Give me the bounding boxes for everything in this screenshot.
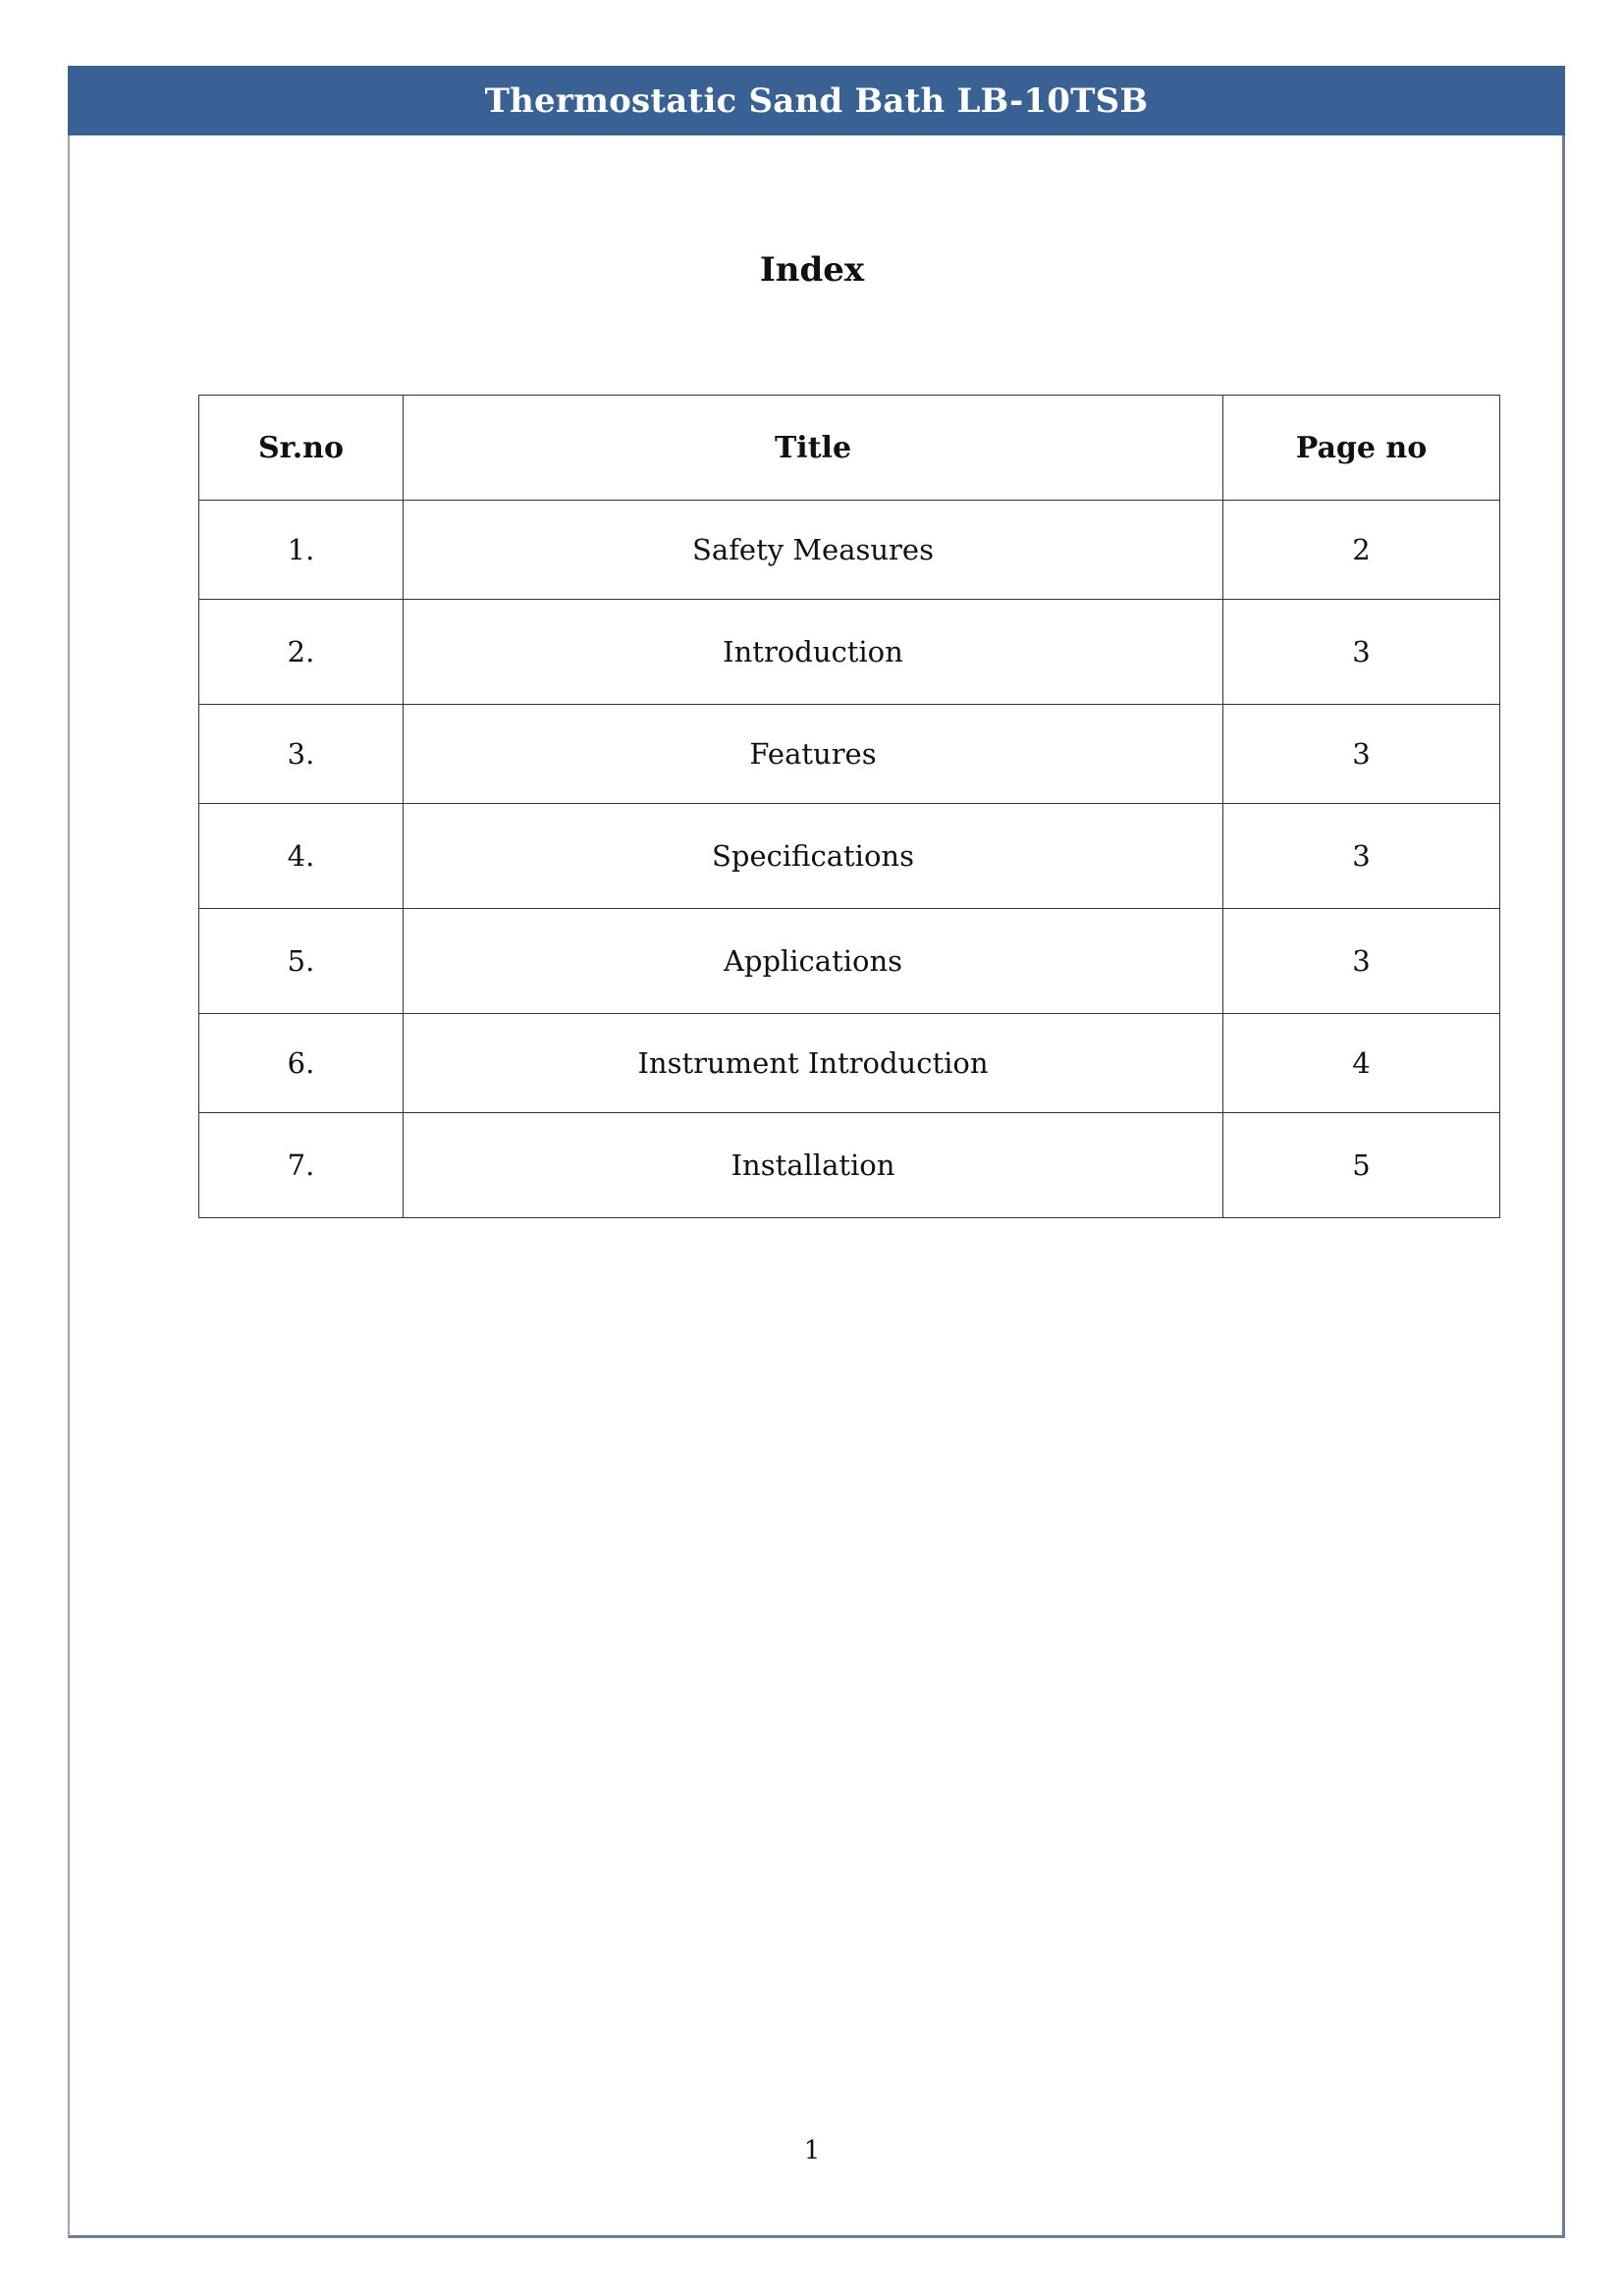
row-title: Installation [404, 1113, 1223, 1218]
row-srno: 4. [199, 804, 404, 909]
table-row [199, 1014, 1500, 1113]
row-srno: 6. [199, 1014, 404, 1113]
row-page: 4 [1223, 1014, 1500, 1113]
row-srno: 2. [199, 600, 404, 705]
row-page: 3 [1223, 600, 1500, 705]
row-title: Applications [404, 909, 1223, 1014]
row-title: Specifications [404, 804, 1223, 909]
table-row [199, 1113, 1500, 1218]
column-header-page: Page no [1223, 396, 1500, 501]
table-row [199, 909, 1500, 1014]
index-table [198, 395, 1500, 1218]
document-title: Thermostatic Sand Bath LB-10TSB [484, 80, 1149, 121]
table-row [199, 705, 1500, 804]
row-page: 2 [1223, 501, 1500, 600]
page-number: 1 [803, 2136, 821, 2165]
table-row [199, 501, 1500, 600]
row-page: 3 [1223, 909, 1500, 1014]
row-title: Features [404, 705, 1223, 804]
table-header-row [199, 396, 1500, 501]
row-page: 3 [1223, 804, 1500, 909]
row-srno: 7. [199, 1113, 404, 1218]
row-srno: 5. [199, 909, 404, 1014]
row-page: 3 [1223, 705, 1500, 804]
row-title: Introduction [404, 600, 1223, 705]
table-row [199, 804, 1500, 909]
document-header-bar [68, 66, 1565, 135]
table-row [199, 600, 1500, 705]
index-heading: Index [759, 250, 865, 290]
row-page: 5 [1223, 1113, 1500, 1218]
row-title: Instrument Introduction [404, 1014, 1223, 1113]
row-srno: 3. [199, 705, 404, 804]
row-srno: 1. [199, 501, 404, 600]
column-header-srno: Sr.no [199, 396, 404, 501]
row-title: Safety Measures [404, 501, 1223, 600]
column-header-title: Title [404, 396, 1223, 501]
